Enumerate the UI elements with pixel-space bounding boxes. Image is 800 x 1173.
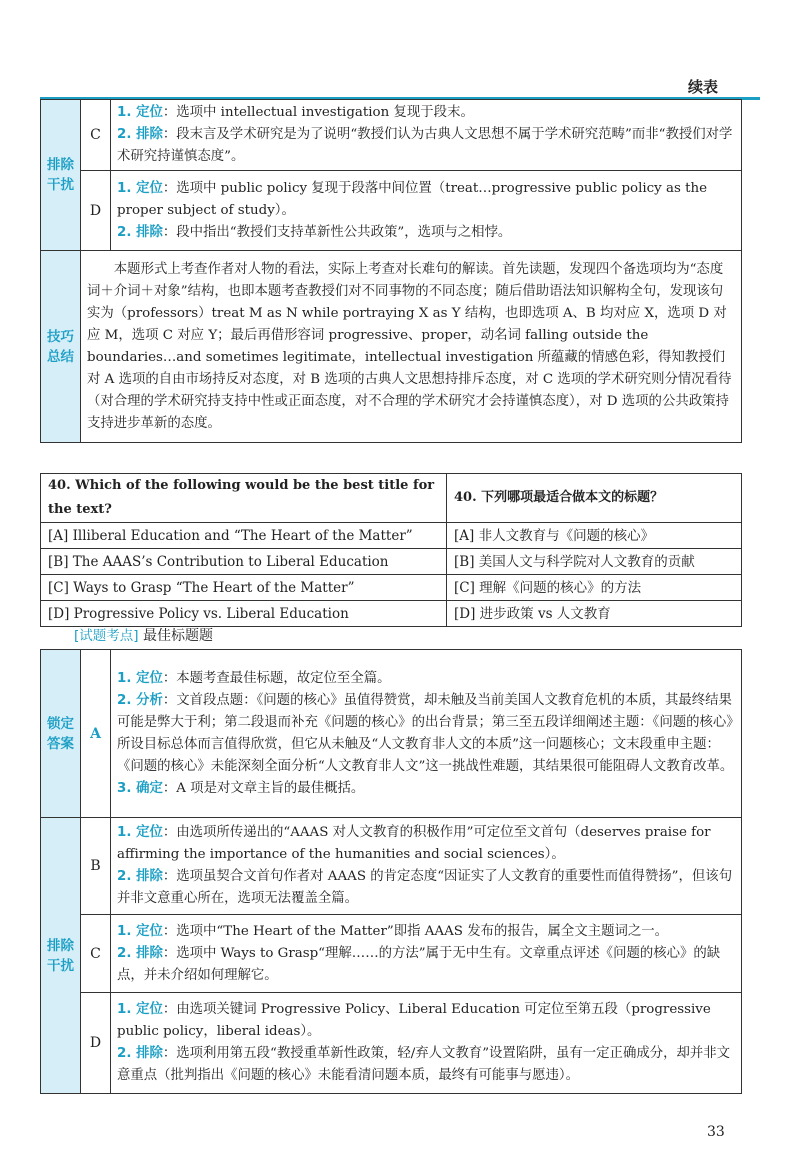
continued-label: 续表 bbox=[688, 78, 719, 96]
option-en: [A] Illiberal Education and “The Heart of the Matter” bbox=[41, 523, 447, 549]
table-row bbox=[41, 650, 742, 818]
table-row bbox=[41, 171, 742, 251]
option-analysis: 1. 定位：选项中 public policy 复现于段落中间位置（treat…progressive public policy as the proper subject of study）。 2. 排除：段中指出“教授们支持革新性公共政策”，选项与之相悖。 bbox=[111, 171, 742, 251]
lock-answer-label: 锁定 答案 bbox=[41, 650, 81, 818]
answer-analysis: 1. 定位：本题考查最佳标题，故定位至全篇。 2. 分析：文首段点题：《问题的核心》虽值得赞赏，却未触及当前美国人文教育危机的本质，其最终结果可能是弊大于利；第二段退而补充《问题的核心》的出台背景；第三至五段详细阐述主题：《问题的核心》所设目标总体而言值得欣赏，但它从未触及“人文教育非人文的本质”这一问题核心；文末段重申主题：《问题的核心》未能深刻全面分析“人文教育非人文”这一挑战性难题，其结果很可能阻碍人文教育改革。 3. 确定：A 项是对文章主旨的最佳概括。 bbox=[111, 650, 742, 818]
page-number: 33 bbox=[707, 1124, 725, 1140]
question-en: 40. Which of the following would be the best title for the text? bbox=[41, 474, 447, 523]
option-zh: [C] 理解《问题的核心》的方法 bbox=[447, 575, 742, 601]
option-analysis: 1. 定位：由选项关键词 Progressive Policy、Liberal Education 可定位至第五段（progressive public policy，liberal ideas）。 2. 排除：选项利用第五段“教授重革新性政策，轻/弃人文教育”设置陷阱，虽有一定正确成分，却并非文意重点（批判指出《问题的核心》未能看清问题本质，最终有可能事与愿违）。 bbox=[111, 993, 742, 1094]
option-analysis: 1. 定位：由选项所传递出的“AAAS 对人文教育的积极作用”可定位至文首句（deserves praise for affirming the importance of the humanities and social sciences）。 2. 排除：选项虽契合文首句作者对 AAAS 的肯定态度“因证实了人文教育的重要性而值得赞扬”，但该句并非文意重心所在，选项无法覆盖全篇。 bbox=[111, 818, 742, 915]
option-zh: [B] 美国人文与科学院对人文教育的贡献 bbox=[447, 549, 742, 575]
table-row bbox=[41, 100, 742, 171]
question-zh: 40. 下列哪项最适合做本文的标题？ bbox=[447, 474, 742, 523]
option-letter: C bbox=[81, 100, 111, 171]
option-en: [D] Progressive Policy vs. Liberal Education bbox=[41, 601, 447, 627]
option-en: [B] The AAAS’s Contribution to Liberal Education bbox=[41, 549, 447, 575]
option-analysis: 1. 定位：选项中 intellectual investigation 复现于段末。 2. 排除：段末言及学术研究是为了说明“教授们认为古典人文思想不属于学术研究范畴”而非“教授们对学术研究持谨慎态度”。 bbox=[111, 100, 742, 171]
option-zh: [A] 非人文教育与《问题的核心》 bbox=[447, 523, 742, 549]
option-letter: B bbox=[81, 818, 111, 915]
test-point-label: [试题考点] bbox=[74, 628, 139, 644]
test-point-text: 最佳标题题 bbox=[143, 628, 213, 644]
option-zh: [D] 进步政策 vs 人文教育 bbox=[447, 601, 742, 627]
answer-letter: A bbox=[81, 650, 111, 818]
analysis-table-continued bbox=[40, 99, 742, 443]
option-letter: D bbox=[81, 993, 111, 1094]
table-row bbox=[41, 549, 742, 575]
exclude-label: 排除 干扰 bbox=[41, 818, 81, 1094]
analysis-table bbox=[40, 649, 742, 1094]
table-row bbox=[41, 915, 742, 993]
skill-summary-text: 本题形式上考查作者对人物的看法，实际上考查对长难句的解读。首先读题，发现四个备选项均为“态度词＋介词＋对象”结构，也即本题考查教授们对不同事物的不同态度；随后借助语法知识解构全句，发现该句实为（professors）treat M as N while portraying X as Y 结构，也即选项 A、B 均对应 X，选项 D 对应 M，选项 C 对应 Y；最后再借形容词 progressive、proper，动名词 falling outside the boundaries…and sometimes legitimate，intellectual investigation 所蕴藏的情感色彩，得知教授们对 A 选项的自由市场持反对态度，对 B 选项的古典人文思想持排斥态度，对 C 选项的学术研究则分情况看待（对合理的学术研究持支持中性或正面态度，对不合理的学术研究才会持谨慎态度），对 D 选项的公共政策持支持进步革新的态度。 bbox=[81, 251, 742, 443]
exclude-label: 排除 干扰 bbox=[41, 100, 81, 251]
table-row bbox=[41, 601, 742, 627]
test-point bbox=[74, 624, 213, 645]
table-row bbox=[41, 575, 742, 601]
table-row bbox=[41, 523, 742, 549]
option-analysis: 1. 定位：选项中“The Heart of the Matter”即指 AAAS 发布的报告，属全文主题词之一。 2. 排除：选项中 Ways to Grasp“理解……的方法”属于无中生有。文章重点评述《问题的核心》的缺点，并未介绍如何理解它。 bbox=[111, 915, 742, 993]
table-row bbox=[41, 993, 742, 1094]
skill-summary-label: 技巧 总结 bbox=[41, 251, 81, 443]
option-letter: C bbox=[81, 915, 111, 993]
option-en: [C] Ways to Grasp “The Heart of the Matter” bbox=[41, 575, 447, 601]
table-row bbox=[41, 818, 742, 915]
question-table bbox=[40, 473, 742, 627]
option-letter: D bbox=[81, 171, 111, 251]
table-row bbox=[41, 474, 742, 523]
table-row bbox=[41, 251, 742, 443]
